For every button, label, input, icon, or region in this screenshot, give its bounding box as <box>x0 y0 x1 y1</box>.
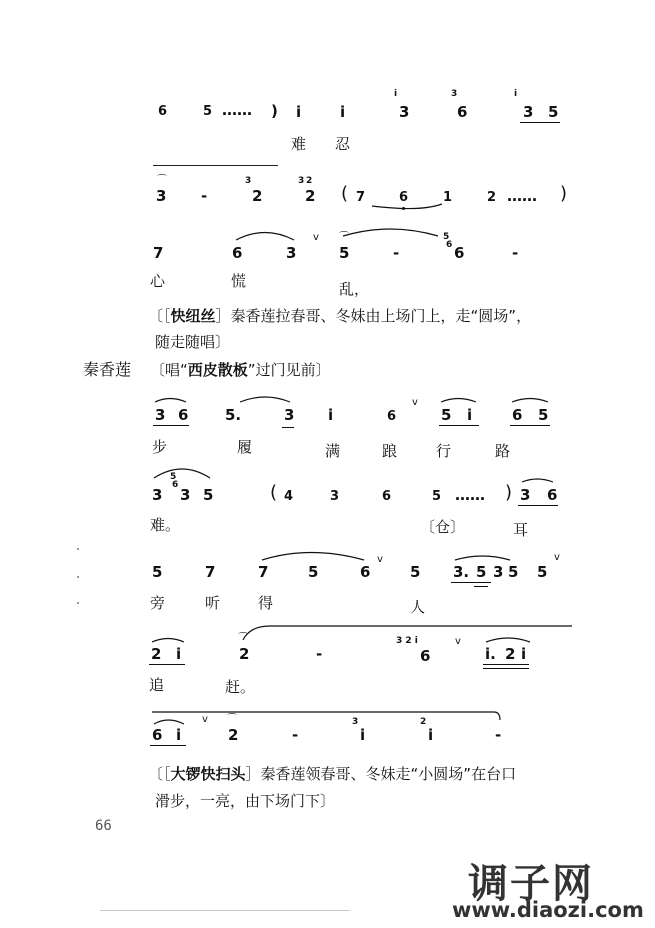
scan-artifact <box>100 910 350 911</box>
stage-direction-3: 〔［大锣快扫头］秦香莲领春哥、冬妹走“小圆场”在台口 <box>148 765 517 783</box>
note: 6 <box>457 103 468 121</box>
note: 6 <box>360 563 371 581</box>
slur <box>243 626 572 640</box>
slur <box>441 399 476 403</box>
slur <box>343 229 438 236</box>
note: 6 <box>152 726 163 744</box>
note: 5 <box>308 563 319 581</box>
fermata-mark: ⌒ <box>157 175 167 186</box>
note: 7 <box>356 190 366 205</box>
lyric: 踉 <box>382 442 398 460</box>
lyric: 慌 <box>231 272 247 290</box>
note: 6 <box>547 486 558 504</box>
grace-note: 3 <box>298 176 305 186</box>
breath-mark: v <box>554 552 560 563</box>
fermata-mark: ⌒ <box>238 633 248 644</box>
paren-close: ) <box>505 482 513 503</box>
note: 3 <box>286 244 297 262</box>
singer-name: 秦香莲 <box>83 360 132 379</box>
dash: - <box>201 187 208 205</box>
lyric: 行 <box>436 442 452 460</box>
slur <box>240 397 290 402</box>
note: 5 <box>508 563 519 581</box>
breath-mark: v <box>202 714 208 725</box>
lyric: 心 <box>150 272 166 290</box>
note: 5 <box>538 406 549 424</box>
slur <box>152 712 500 720</box>
lyric: 难。 <box>150 516 181 534</box>
fermata-mark: ⌒ <box>227 714 237 725</box>
lyric: 听 <box>205 594 221 612</box>
note: 7 <box>153 244 164 262</box>
note: 2 <box>239 645 250 663</box>
note: 6 <box>512 406 523 424</box>
note: 3 <box>399 103 410 121</box>
slur <box>372 204 442 209</box>
paren-close: ) <box>560 183 568 204</box>
lyric: 难 <box>291 135 307 153</box>
note: 6 <box>399 190 409 205</box>
note: 3 <box>180 486 191 504</box>
note: i <box>340 103 346 121</box>
tune-name: 快纽丝 <box>170 307 216 325</box>
note: 5 <box>441 406 452 424</box>
lyric: 忍 <box>335 135 351 153</box>
note: 6 <box>178 406 189 424</box>
note: 3. <box>453 563 470 581</box>
fermata-mark: ⌒ <box>339 232 349 243</box>
grace-note: 6 <box>446 240 453 250</box>
note: 1 <box>443 190 453 205</box>
grace-note: i <box>394 89 398 99</box>
paren-open: ( <box>341 183 349 204</box>
breath-mark: v <box>455 636 461 647</box>
dash: - <box>316 645 323 663</box>
note: 5. <box>225 406 242 424</box>
note: 7 <box>205 563 216 581</box>
lyric: 乱， <box>339 280 370 298</box>
slur <box>262 553 364 561</box>
dash: - <box>393 244 400 262</box>
paren-close: ) <box>271 102 278 120</box>
note: 5 <box>203 486 214 504</box>
ellipsis: …… <box>222 101 252 119</box>
note: 2 <box>505 645 516 663</box>
paren-open: ( <box>270 482 278 503</box>
lyric: 旁 <box>150 594 166 612</box>
note: 3 <box>152 486 163 504</box>
note: 7 <box>258 563 269 581</box>
note: i. <box>485 645 496 663</box>
note: i <box>428 726 434 744</box>
note: 5 <box>339 244 350 262</box>
watermark-url[interactable]: www.diaozi.com <box>452 898 644 922</box>
note: 6 <box>420 647 431 665</box>
grace-note: 2 <box>306 176 313 186</box>
note: 5 <box>410 563 421 581</box>
stage-direction-3-cont: 滑步，一亮，由下场门下〕 <box>155 792 336 810</box>
ellipsis: …… <box>455 486 485 504</box>
note: 6 <box>158 104 168 119</box>
grace-note: 6 <box>172 480 179 490</box>
note: 5 <box>152 563 163 581</box>
watermark-title: 调子网 <box>468 861 594 907</box>
grace-note: 5 <box>443 232 450 242</box>
slur <box>512 399 548 403</box>
grace-note: 3 <box>451 89 458 99</box>
note: i <box>296 103 302 121</box>
note: 5 <box>537 563 548 581</box>
note: 2 <box>252 187 263 205</box>
lyric: 满 <box>325 442 341 460</box>
grace-note: 2 <box>420 717 427 727</box>
note: 3 <box>493 563 504 581</box>
grace-note: 5 <box>170 472 177 482</box>
note: 3 <box>155 406 166 424</box>
note: 4 <box>284 489 294 504</box>
note: 6 <box>232 244 243 262</box>
slur <box>154 720 184 724</box>
slur <box>486 638 530 642</box>
note: 3 <box>523 103 534 121</box>
slur <box>455 556 510 560</box>
slur <box>236 233 294 241</box>
dash: - <box>292 726 299 744</box>
lyric: 赶。 <box>225 678 256 696</box>
note: i <box>176 645 182 663</box>
breath-mark: v <box>412 397 418 408</box>
note: i <box>467 406 473 424</box>
tune-name: 大锣快扫头 <box>170 765 246 783</box>
slur <box>155 399 186 403</box>
note: 3 <box>330 489 340 504</box>
breath-mark: v <box>313 232 319 243</box>
lyric: 得 <box>258 594 274 612</box>
note: 6 <box>387 409 397 424</box>
dash: - <box>495 726 502 744</box>
note: i <box>176 726 182 744</box>
grace-note: 3 <box>352 717 359 727</box>
percussion-syllable: 〔仓〕 <box>420 518 466 536</box>
dash: - <box>512 244 519 262</box>
note: 3 <box>520 486 531 504</box>
lyric: 耳 <box>513 521 529 539</box>
page-number: 66 <box>95 818 112 834</box>
note: i <box>360 726 366 744</box>
lyric: 步 <box>152 438 168 456</box>
slur <box>154 469 210 478</box>
slur <box>522 479 553 482</box>
lyric: 追 <box>149 676 165 694</box>
grace-note: i <box>514 89 518 99</box>
note: 3 <box>284 406 295 424</box>
note: 2 <box>228 726 239 744</box>
lyric: 人 <box>410 598 426 616</box>
lyric: 履 <box>237 438 253 456</box>
note: 5 <box>476 563 487 581</box>
grace-note: 3 2 i <box>396 636 418 646</box>
note: 3 <box>156 187 167 205</box>
note: 2 <box>487 190 497 205</box>
note: 6 <box>454 244 465 262</box>
note: 5 <box>432 489 442 504</box>
note: 6 <box>382 489 392 504</box>
note: i <box>328 406 334 424</box>
note: 5 <box>548 103 559 121</box>
stage-direction-2: 〔唱“西皮散板”过门见前〕 <box>150 361 331 379</box>
ellipsis: …… <box>507 187 537 205</box>
note: 2 <box>305 187 316 205</box>
stage-direction-1: 〔［快纽丝］秦香莲拉春哥、冬妹由上场门上，走“圆场”， <box>148 307 532 325</box>
note: i <box>521 645 527 663</box>
stage-direction-1-cont: 随走随唱〕 <box>155 333 231 351</box>
breath-mark: v <box>377 554 383 565</box>
note: 2 <box>151 645 162 663</box>
grace-note: 3 <box>245 176 252 186</box>
lyric: 路 <box>495 442 511 460</box>
slur <box>152 639 184 643</box>
note: 5 <box>203 104 213 119</box>
tune-name: 西皮散板 <box>187 361 248 379</box>
